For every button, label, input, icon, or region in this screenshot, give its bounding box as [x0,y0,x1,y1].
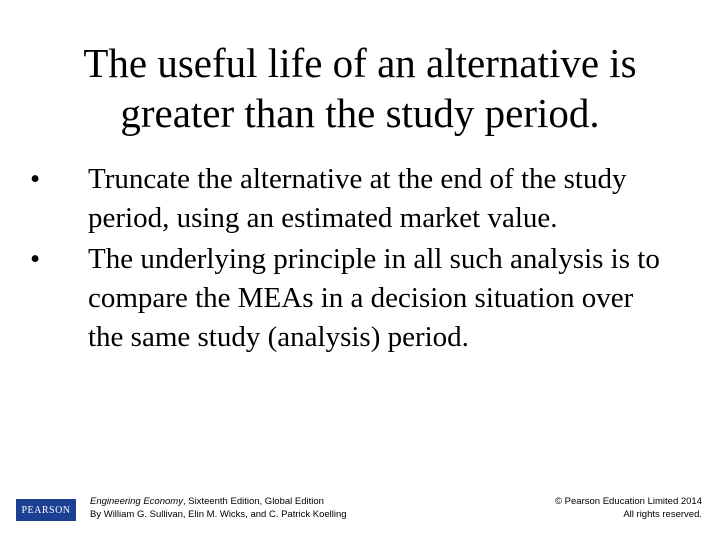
book-title: Engineering Economy [90,496,183,507]
copyright-text: © Pearson Education Limited 2014 [555,496,702,507]
footer-citation [90,495,410,521]
bullet-icon: • [30,243,41,275]
footer-authors: By William G. Sullivan, Elin M. Wicks, and C. Patrick Koelling [90,509,347,520]
bullet-list [30,160,670,359]
rights-text: All rights reserved. [623,509,702,520]
bullet-icon: • [30,163,41,195]
bullet-text-1: Truncate the alternative at the end of the study period, using an estimated market value. [88,163,627,234]
bullet-item-2 [30,240,670,357]
pearson-logo: PEARSON [16,499,76,521]
footer-copyright [462,495,702,521]
book-edition: , Sixteenth Edition, Global Edition [182,496,324,507]
footer-book-line [90,495,410,508]
bullet-text-2: The underlying principle in all such analysis is to compare the MEAs in a decision situation over the same study (analysis) period. [88,243,660,353]
title-line-2: greater than the study period. [120,90,600,136]
title-line-1: The useful life of an alternative is [83,40,637,86]
slide-title [20,38,700,138]
bullet-item-1 [30,160,670,238]
